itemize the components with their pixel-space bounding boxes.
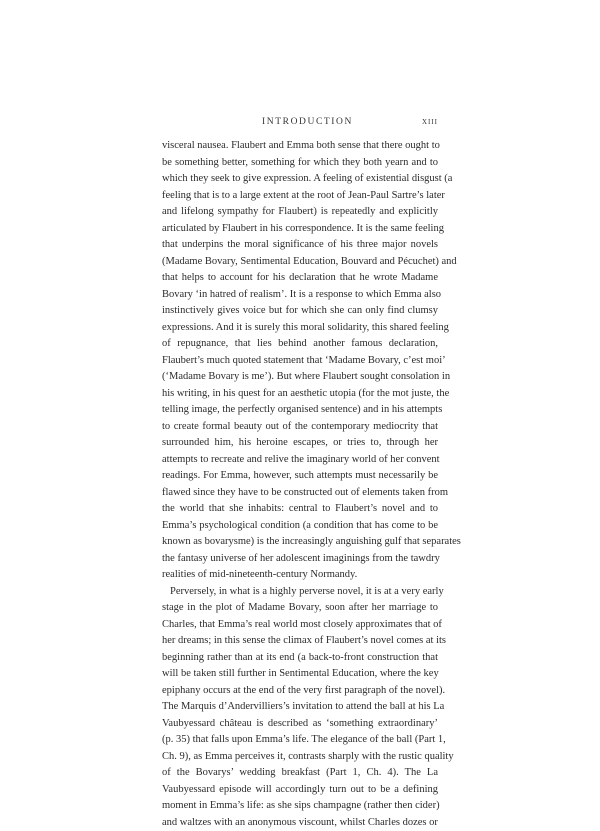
text-line: instinctively gives voice but for which she can only find clumsy [162,303,438,320]
text-line: to create formal beauty out of the contemporary mediocrity that [162,419,438,436]
text-line: readings. For Emma, however, such attempts must necessarily be [162,468,438,485]
text-line: her dreams; in this sense the climax of Flaubert’s novel comes at its [162,633,438,650]
text-line: surrounded him, his heroine escapes, or tries to, through her [162,435,438,452]
text-line: stage in the plot of Madame Bovary, soon after her marriage to [162,600,438,617]
text-line: beginning rather than at its end (a back-to-front construction that [162,650,438,667]
text-line: which they seek to give expression. A feeling of existential disgust (a [162,171,438,188]
text-line: feeling that is to a large extent at the root of Jean-Paul Sartre’s later [162,188,438,205]
text-line: moment in Emma’s life: as she sips champagne (rather then cider) [162,798,438,815]
page-number: xiii [422,117,438,127]
text-line: of repugnance, that lies behind another famous declaration, [162,336,438,353]
text-line: Perversely, in what is a highly perverse novel, it is at a very early [162,584,438,601]
text-line: Emma’s psychological condition (a condition that has come to be [162,518,438,535]
text-line: The Marquis d’Andervilliers’s invitation to attend the ball at his La [162,699,438,716]
text-line: that underpins the moral significance of his three major novels [162,237,438,254]
running-head [162,117,438,131]
text-line: his writing, in his quest for an aesthetic utopia (for the mot juste, the [162,386,438,403]
text-line: visceral nausea. Flaubert and Emma both sense that there ought to [162,138,438,155]
text-line: Charles, that Emma’s real world most closely approximates that of [162,617,438,634]
text-line: Ch. 9), as Emma perceives it, contrasts sharply with the rustic quality [162,749,438,766]
text-line: (‘Madame Bovary is me’). But where Flaubert sought consolation in [162,369,438,386]
body-text [162,138,438,831]
running-head-title: INTRODUCTION [262,117,353,127]
text-line: epiphany occurs at the end of the very first paragraph of the novel). [162,683,438,700]
text-line: attempts to recreate and relive the imaginary world of her convent [162,452,438,469]
text-line: articulated by Flaubert in his correspondence. It is the same feeling [162,221,438,238]
text-line: and lifelong sympathy for Flaubert) is repeatedly and explicitly [162,204,438,221]
text-line: will be taken still further in Sentimental Education, where the key [162,666,438,683]
text-line: the world that she inhabits: central to Flaubert’s novel and to [162,501,438,518]
text-line: known as bovarysme) is the increasingly anguishing gulf that separates [162,534,438,551]
paragraph [162,584,438,831]
paragraph [162,138,438,584]
text-line: flawed since they have to be constructed out of elements taken from [162,485,438,502]
text-line: and waltzes with an anonymous viscount, whilst Charles dozes or [162,815,438,831]
text-line: of the Bovarys’ wedding breakfast (Part 1, Ch. 4). The La [162,765,438,782]
text-line: be something better, something for which they both yearn and to [162,155,438,172]
text-line: Vaubyessard episode will accordingly turn out to be a defining [162,782,438,799]
text-line: Vaubyessard château is described as ‘something extraordinary’ [162,716,438,733]
text-line: Flaubert’s much quoted statement that ‘Madame Bovary, c’est moi’ [162,353,438,370]
text-line: expressions. And it is surely this moral solidarity, this shared feeling [162,320,438,337]
text-line: that helps to account for his declaration that he wrote Madame [162,270,438,287]
text-line: Bovary ‘in hatred of realism’. It is a response to which Emma also [162,287,438,304]
text-line: the fantasy universe of her adolescent imaginings from the tawdry [162,551,438,568]
text-line: (Madame Bovary, Sentimental Education, Bouvard and Pécuchet) and [162,254,438,271]
text-line: (p. 35) that falls upon Emma’s life. The elegance of the ball (Part 1, [162,732,438,749]
text-line: realities of mid-nineteenth-century Normandy. [162,567,438,584]
text-line: telling image, the perfectly organised sentence) and in his attempts [162,402,438,419]
